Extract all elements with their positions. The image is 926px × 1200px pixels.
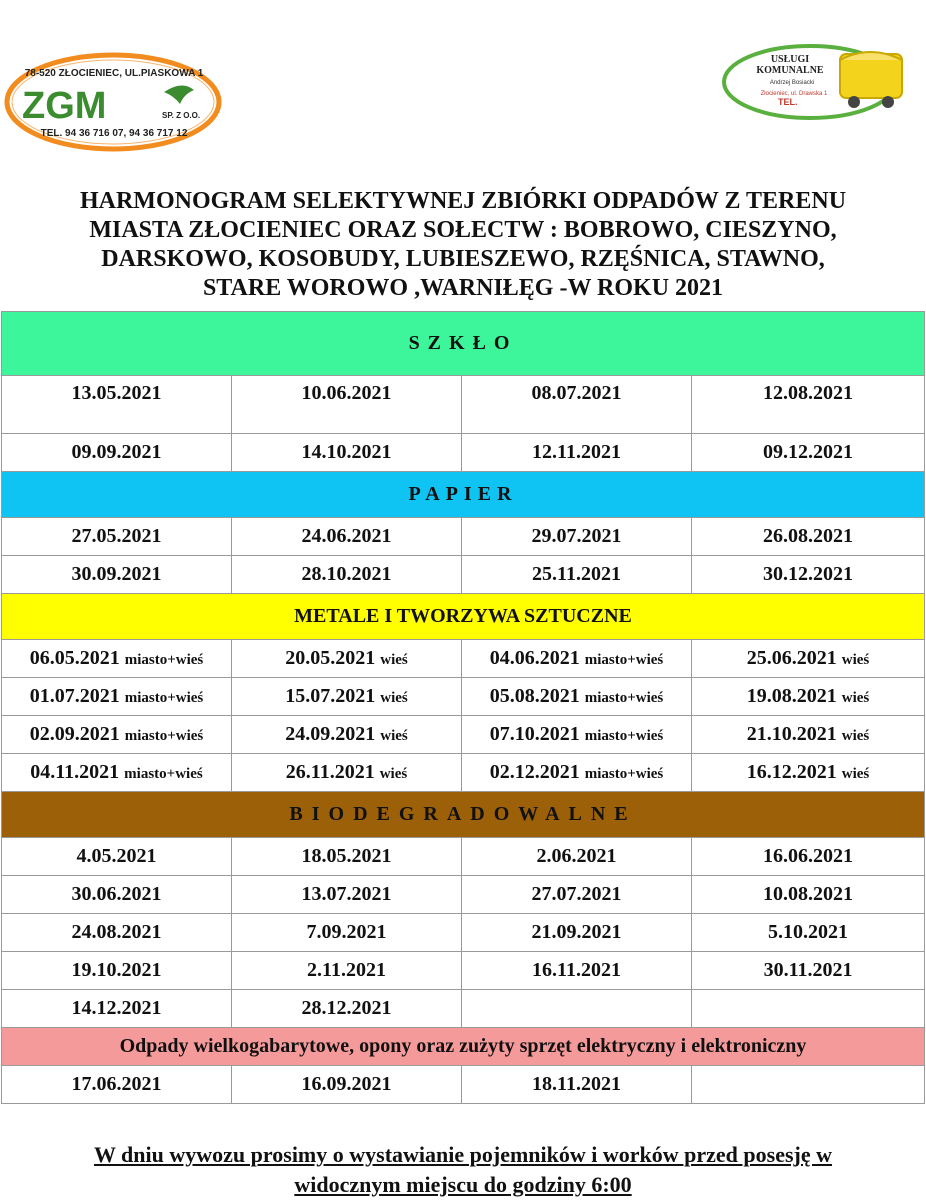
- schedule-table: [1, 311, 925, 1104]
- date-value: 15.07.2021: [285, 685, 376, 707]
- svg-text:KOMUNALNE: KOMUNALNE: [756, 65, 824, 76]
- date-cell: 08.07.2021: [462, 376, 692, 434]
- table-row: [2, 754, 925, 792]
- date-value: 26.11.2021: [285, 761, 375, 783]
- table-row: [2, 640, 925, 678]
- area-note: wieś: [841, 690, 870, 706]
- date-cell: 30.09.2021: [2, 556, 232, 594]
- date-cell: [462, 754, 692, 792]
- date-cell: 10.08.2021: [692, 876, 925, 914]
- date-cell: [462, 716, 692, 754]
- date-cell: [2, 678, 232, 716]
- date-cell: 21.09.2021: [462, 914, 692, 952]
- date-cell: 28.12.2021: [232, 990, 462, 1028]
- date-cell: 27.07.2021: [462, 876, 692, 914]
- table-row: [2, 556, 925, 594]
- date-cell: 19.10.2021: [2, 952, 232, 990]
- date-value: 24.09.2021: [285, 723, 376, 745]
- table-row: [2, 376, 925, 434]
- footer-line-2: widocznym miejscu do godziny 6:00: [294, 1172, 632, 1197]
- date-cell: [692, 678, 925, 716]
- svg-text:Złocieniec, ul. Drawska 1: Złocieniec, ul. Drawska 1: [760, 91, 828, 97]
- section-header-glass: SZKŁO: [2, 312, 925, 376]
- date-cell: [232, 716, 462, 754]
- date-cell: 12.08.2021: [692, 376, 925, 434]
- date-cell: [692, 1066, 925, 1104]
- section-header-paper: PAPIER: [2, 472, 925, 518]
- date-value: 20.05.2021: [285, 647, 376, 669]
- svg-text:TEL. 94 36 716 07, 94 36 717: TEL. 94 36 716 07, 94 36 717 12: [40, 128, 188, 139]
- area-note: wieś: [379, 766, 408, 782]
- date-cell: 13.05.2021: [2, 376, 232, 434]
- date-cell: [692, 716, 925, 754]
- date-cell: 16.09.2021: [232, 1066, 462, 1104]
- section-header-metals: METALE I TWORZYWA SZTUCZNE: [2, 594, 925, 640]
- table-row: [2, 876, 925, 914]
- table-row: [2, 990, 925, 1028]
- date-cell: [462, 990, 692, 1028]
- title-line-4: STARE WOROWO ,WARNIŁĘG -W ROKU 2021: [202, 275, 724, 301]
- area-note: wieś: [841, 766, 870, 782]
- area-note: wieś: [380, 728, 408, 744]
- date-cell: [2, 640, 232, 678]
- table-row: [2, 1066, 925, 1104]
- area-note: wieś: [380, 690, 408, 706]
- date-cell: 28.10.2021: [232, 556, 462, 594]
- area-note: miasto+wieś: [124, 766, 203, 782]
- date-cell: 18.11.2021: [462, 1066, 692, 1104]
- area-note: wieś: [380, 652, 408, 668]
- date-cell: 27.05.2021: [2, 518, 232, 556]
- date-cell: [692, 990, 925, 1028]
- date-cell: [462, 640, 692, 678]
- date-cell: 30.06.2021: [2, 876, 232, 914]
- zgm-logo: [4, 52, 222, 152]
- date-value: 01.07.2021: [29, 685, 120, 707]
- section-header-row: [2, 792, 925, 838]
- table-row: [2, 952, 925, 990]
- title-line-1: HARMONOGRAM SELEKTYWNEJ ZBIÓRKI ODPADÓW Z TERENU: [79, 188, 847, 214]
- date-cell: [232, 678, 462, 716]
- date-cell: 2.06.2021: [462, 838, 692, 876]
- date-value: 02.12.2021: [489, 761, 580, 783]
- date-cell: 29.07.2021: [462, 518, 692, 556]
- footer-line-1: W dniu wywozu prosimy o wystawianie pojemników i worków przed posesję w: [93, 1142, 833, 1167]
- date-value: 19.08.2021: [746, 685, 837, 707]
- svg-text:USŁUGI: USŁUGI: [770, 54, 810, 65]
- date-cell: 09.12.2021: [692, 434, 925, 472]
- area-note: miasto+wieś: [124, 728, 204, 744]
- date-value: 06.05.2021: [29, 647, 120, 669]
- section-header-row: [2, 1028, 925, 1066]
- date-cell: [232, 640, 462, 678]
- section-header-bio: BIODEGRADOWALNE: [2, 792, 925, 838]
- date-value: 02.09.2021: [29, 723, 120, 745]
- section-header-row: [2, 472, 925, 518]
- footer-notice: [0, 1140, 926, 1200]
- table-row: [2, 518, 925, 556]
- date-value: 04.11.2021: [30, 761, 120, 783]
- date-value: 07.10.2021: [489, 723, 580, 745]
- date-value: 05.08.2021: [489, 685, 580, 707]
- date-cell: 18.05.2021: [232, 838, 462, 876]
- title-line-2: MIASTA ZŁOCIENIEC ORAZ SOŁECTW : BOBROWO, CIESZYNO,: [89, 217, 837, 243]
- date-cell: 24.08.2021: [2, 914, 232, 952]
- area-note: wieś: [841, 728, 870, 744]
- table-row: [2, 838, 925, 876]
- date-cell: 25.11.2021: [462, 556, 692, 594]
- svg-text:TEL.: TEL.: [778, 97, 798, 107]
- date-cell: 16.11.2021: [462, 952, 692, 990]
- date-cell: 12.11.2021: [462, 434, 692, 472]
- title-line-3: DARSKOWO, KOSOBUDY, LUBIESZEWO, RZĘŚNICA, STAWNO,: [101, 246, 825, 272]
- date-value: 16.12.2021: [746, 761, 837, 783]
- date-value: 21.10.2021: [746, 723, 837, 745]
- date-cell: 24.06.2021: [232, 518, 462, 556]
- area-note: miasto+wieś: [124, 652, 204, 668]
- table-row: [2, 914, 925, 952]
- date-cell: 09.09.2021: [2, 434, 232, 472]
- area-note: miasto+wieś: [584, 766, 664, 782]
- date-cell: 30.11.2021: [692, 952, 925, 990]
- area-note: wieś: [841, 652, 870, 668]
- date-cell: 30.12.2021: [692, 556, 925, 594]
- date-cell: [2, 716, 232, 754]
- area-note: miasto+wieś: [124, 690, 204, 706]
- document-title: [0, 187, 926, 303]
- table-row: [2, 434, 925, 472]
- date-cell: 14.12.2021: [2, 990, 232, 1028]
- section-header-row: [2, 312, 925, 376]
- svg-text:Andrzej Bosiacki: Andrzej Bosiacki: [769, 80, 815, 86]
- area-note: miasto+wieś: [584, 728, 664, 744]
- date-cell: 4.05.2021: [2, 838, 232, 876]
- date-cell: 26.08.2021: [692, 518, 925, 556]
- date-cell: [232, 754, 462, 792]
- table-row: [2, 678, 925, 716]
- date-cell: [462, 678, 692, 716]
- date-cell: [2, 754, 232, 792]
- date-cell: 5.10.2021: [692, 914, 925, 952]
- svg-text:ZGM: ZGM: [22, 85, 107, 127]
- svg-text:SP. Z O.O.: SP. Z O.O.: [162, 111, 201, 120]
- section-header-row: [2, 594, 925, 640]
- date-cell: [692, 754, 925, 792]
- section-header-bulky: Odpady wielkogabarytowe, opony oraz zużyty sprzęt elektryczny i elektroniczny: [2, 1028, 925, 1066]
- date-cell: 13.07.2021: [232, 876, 462, 914]
- area-note: miasto+wieś: [584, 652, 664, 668]
- table-row: [2, 716, 925, 754]
- date-cell: 2.11.2021: [232, 952, 462, 990]
- date-value: 04.06.2021: [489, 647, 580, 669]
- uslugi-komunalne-logo: [722, 42, 914, 120]
- date-cell: 17.06.2021: [2, 1066, 232, 1104]
- date-cell: [692, 640, 925, 678]
- date-cell: 14.10.2021: [232, 434, 462, 472]
- area-note: miasto+wieś: [584, 690, 664, 706]
- date-value: 25.06.2021: [746, 647, 837, 669]
- svg-text:78-520 ZŁOCIENIEC, UL.PIASKOWA: 78-520 ZŁOCIENIEC, UL.PIASKOWA 1: [24, 68, 204, 79]
- date-cell: 7.09.2021: [232, 914, 462, 952]
- date-cell: 10.06.2021: [232, 376, 462, 434]
- date-cell: 16.06.2021: [692, 838, 925, 876]
